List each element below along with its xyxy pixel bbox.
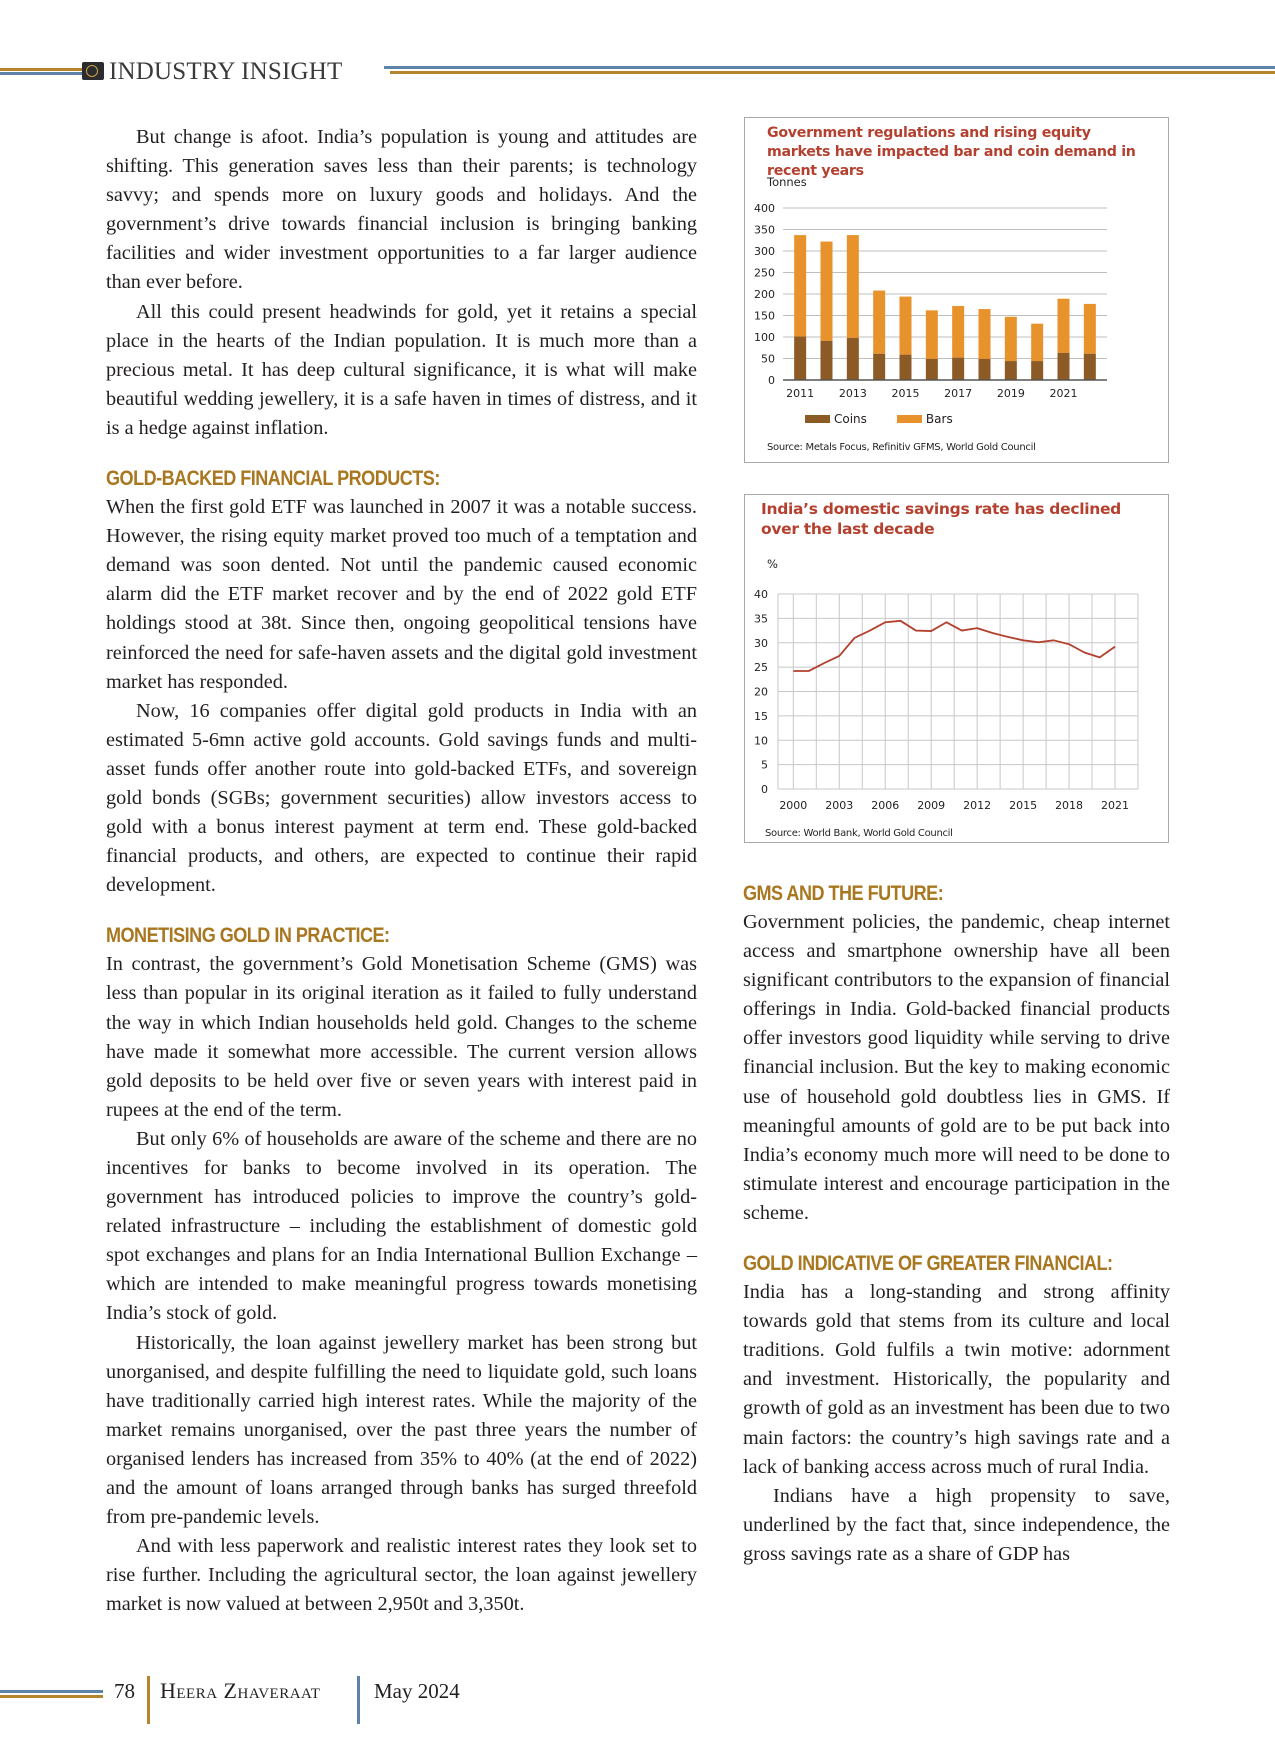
paragraph: But change is afoot. India’s population is young and attitudes are shifting. This generation saves less than their parents; is technology savvy; and spends more on luxury goods and holidays. And the government’s drive towards financial inclusion is bringing banking facilities and wider investment opportunities to a far larger audience than ever before. — [106, 126, 697, 294]
y-axis-label: % — [767, 557, 778, 571]
svg-text:20: 20 — [754, 685, 768, 699]
svg-text:350: 350 — [754, 223, 775, 237]
paragraph: In contrast, the government’s Gold Monetisation Scheme (GMS) was less than popular in its original iteration as it failed to fully understand the way in which Indian households held gold. Changes to the scheme have made it somewhat more accessible. The current version allows gold deposits to be held over five or seven years with interest paid in rupees at the end of the term. — [106, 953, 697, 1121]
paragraph: Now, 16 companies offer digital gold products in India with an estimated 5-6mn active gold accounts. Gold savings funds and multi-asset funds offer another route into gold-backed ETFs, and sovereign gold bonds (SGBs; government securities) allow investors access to gold with a bonus interest payment at term end. These gold-backed financial products, and others, are expected to continue their rapid development. — [106, 699, 697, 897]
svg-text:2006: 2006 — [871, 799, 900, 812]
footer-rule — [0, 1690, 103, 1698]
chart-source: Source: Metals Focus, Refinitiv GFMS, World Gold Council — [767, 442, 1036, 453]
page-footer — [0, 1665, 1275, 1725]
right-column — [743, 880, 1170, 1569]
svg-text:100: 100 — [754, 331, 775, 344]
chart-title: Government regulations and rising equity markets have impacted bar and coin demand in recent years — [767, 125, 1136, 179]
svg-text:200: 200 — [754, 288, 775, 301]
legend-item-coins: Coins — [805, 412, 867, 426]
svg-text:250: 250 — [754, 266, 775, 280]
svg-text:2021: 2021 — [1101, 799, 1130, 812]
svg-text:5: 5 — [761, 758, 768, 772]
svg-text:2003: 2003 — [825, 799, 854, 812]
header-rule-right — [384, 66, 1275, 75]
svg-text:10: 10 — [754, 734, 768, 748]
y-axis-label: Tonnes — [767, 175, 807, 189]
line-chart-plot — [745, 495, 1170, 844]
savings-rate-line-chart — [744, 494, 1169, 843]
section-heading: GOLD-BACKED FINANCIAL PRODUCTS: — [106, 467, 440, 491]
paragraph: India has a long-standing and strong affinity towards gold that stems from its culture and local traditions. Gold fulfils a twin motive: adornment and investment. Historically, the popularity and growth of gold as an investment has been due to two main factors: the country’s high savings rate and a lack of banking access across much of rural India. — [743, 1281, 1170, 1478]
svg-text:50: 50 — [761, 352, 775, 366]
coins-swatch — [805, 415, 830, 423]
magazine-name: Heera Zhaveraat — [160, 1678, 321, 1703]
svg-text:150: 150 — [754, 309, 775, 323]
svg-text:15: 15 — [754, 709, 768, 723]
left-column — [106, 123, 697, 1620]
svg-text:2015: 2015 — [891, 387, 920, 400]
svg-text:2018: 2018 — [1055, 799, 1084, 812]
svg-text:0: 0 — [768, 374, 775, 387]
svg-text:400: 400 — [754, 202, 775, 215]
paragraph: But only 6% of households are aware of the scheme and there are no incentives for banks to become involved in its operation. The government has introduced policies to improve the country’s gold-related infrastructure – including the establishment of domestic gold spot exchanges and plans for an India International Bullion Exchange – which are intended to make meaningful progress towards monetising India’s stock of gold. — [106, 1127, 697, 1325]
section-heading: GMS AND THE FUTURE: — [743, 882, 944, 905]
svg-text:2011: 2011 — [786, 387, 815, 400]
page-header — [0, 58, 1275, 88]
svg-text:25: 25 — [754, 661, 768, 675]
chart-source: Source: World Bank, World Gold Council — [765, 828, 953, 839]
paragraph: Government policies, the pandemic, cheap internet access and smartphone ownership have all been significant contributors to the expansion of financial offerings in India. Gold-backed financial products offer investors good liquidity while serving to drive financial inclusion. But the key to making economic use of household gold doubtless lies in GMS. If meaningful amounts of gold are to be put back into India’s economy much more will need to be done to stimulate interest and encourage participation in the scheme. — [743, 911, 1170, 1224]
svg-text:2019: 2019 — [996, 387, 1025, 400]
legend-item-bars: Bars — [897, 412, 953, 426]
page-number: 78 — [114, 1679, 135, 1703]
issue-date: May 2024 — [374, 1679, 460, 1703]
chart-legend — [805, 412, 953, 426]
svg-text:2021: 2021 — [1049, 387, 1078, 400]
section-heading: MONETISING GOLD IN PRACTICE: — [106, 924, 390, 948]
svg-text:2000: 2000 — [779, 799, 808, 812]
header-rule-left — [0, 68, 82, 75]
svg-text:300: 300 — [754, 245, 775, 258]
footer-divider — [357, 1676, 360, 1724]
bars-swatch — [897, 415, 922, 423]
chart-title: India’s domestic savings rate has declined over the last decade — [761, 500, 1121, 538]
footer-divider — [147, 1676, 150, 1724]
paragraph: When the first gold ETF was launched in 2007 it was a notable success. However, the rising equity market proved too much of a temptation and demand was soon dented. Not until the pandemic caused economic alarm did the ETF market recover and by the end of 2022 gold ETF holdings stood at 38t. Since then, ongoing geopolitical tensions have reinforced the need for safe-haven assets and the digital gold investment market has responded. — [106, 496, 697, 693]
svg-text:2017: 2017 — [944, 387, 973, 400]
svg-text:30: 30 — [754, 636, 768, 650]
svg-text:2015: 2015 — [1009, 799, 1038, 812]
svg-text:2012: 2012 — [963, 799, 992, 812]
bar-coin-demand-chart — [744, 117, 1169, 463]
paragraph: Indians have a high propensity to save, underlined by the fact that, since independence, the gross savings rate as a share of GDP has — [743, 1484, 1170, 1565]
svg-text:0: 0 — [761, 783, 768, 796]
section-title: INDUSTRY INSIGHT — [109, 58, 343, 85]
paragraph: All this could present headwinds for gold, yet it retains a special place in the hearts of the Indian population. It is much more than a precious metal. It has deep cultural significance, it is what will make beautiful wedding jewellery, it is a safe haven in times of distress, and it is a hedge against inflation. — [106, 300, 697, 439]
paragraph: And with less paperwork and realistic interest rates they look set to rise further. Including the agricultural sector, the loan against jewellery market is now valued at between 2,950t and 3,350t. — [106, 1535, 697, 1616]
svg-text:2009: 2009 — [917, 799, 946, 812]
paragraph: Historically, the loan against jewellery market has been strong but unorganised, and despite fulfilling the need to liquidate gold, such loans have traditionally carried high interest rates. While the majority of the market remains unorganised, over the past three years the number of organised lenders has increased from 35% to 40% (at the end of 2022) and the amount of loans arranged through banks has surged threefold from pre-pandemic levels. — [106, 1331, 697, 1529]
magazine-logo-icon — [82, 62, 104, 80]
svg-text:40: 40 — [754, 588, 768, 601]
section-heading: GOLD INDICATIVE OF GREATER FINANCIAL: — [743, 1252, 1113, 1276]
svg-text:35: 35 — [754, 612, 768, 626]
svg-text:2013: 2013 — [838, 387, 867, 400]
